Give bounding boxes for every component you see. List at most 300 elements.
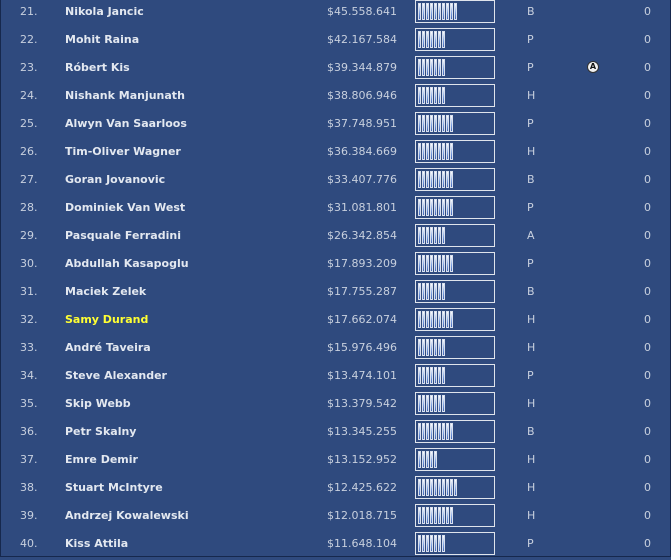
skill-meter (415, 224, 495, 247)
amount-cell: $13.379.542 (327, 397, 397, 410)
meter-segment (422, 395, 425, 412)
meter-segment (418, 423, 421, 440)
meter-segment (450, 423, 453, 440)
skill-meter (415, 168, 495, 191)
table-row[interactable] (1, 252, 670, 280)
skill-meter (415, 476, 495, 499)
skill-meter-fill (418, 395, 445, 412)
meter-segment (450, 311, 453, 328)
meter-segment (434, 227, 437, 244)
meter-segment (430, 535, 433, 552)
meter-segment (426, 367, 429, 384)
meter-segment (442, 507, 445, 524)
value-cell: 0 (644, 89, 651, 102)
rank-cell: 39. (20, 509, 38, 522)
table-row[interactable] (1, 308, 670, 336)
meter-segment (450, 507, 453, 524)
meter-segment (442, 283, 445, 300)
meter-segment (422, 227, 425, 244)
meter-segment (430, 31, 433, 48)
meter-segment (434, 507, 437, 524)
meter-segment (418, 59, 421, 76)
table-row[interactable] (1, 364, 670, 392)
position-cell: H (527, 313, 536, 326)
skill-meter (415, 420, 495, 443)
value-cell: 0 (644, 173, 651, 186)
amount-cell: $17.755.287 (327, 285, 397, 298)
meter-segment (438, 367, 441, 384)
meter-segment (450, 115, 453, 132)
meter-segment (442, 255, 445, 272)
meter-segment (430, 87, 433, 104)
table-row[interactable] (1, 0, 670, 28)
meter-segment (426, 451, 429, 468)
meter-segment (442, 367, 445, 384)
skill-meter (415, 280, 495, 303)
meter-segment (446, 3, 449, 20)
meter-segment (454, 3, 457, 20)
meter-segment (438, 31, 441, 48)
amount-cell: $17.893.209 (327, 257, 397, 270)
value-cell: 0 (644, 285, 651, 298)
skill-meter (415, 532, 495, 555)
meter-segment (434, 535, 437, 552)
amount-cell: $33.407.776 (327, 173, 397, 186)
skill-meter-fill (418, 199, 453, 216)
meter-segment (442, 227, 445, 244)
meter-segment (418, 535, 421, 552)
rank-cell: 22. (20, 33, 38, 46)
meter-segment (446, 199, 449, 216)
position-cell: B (527, 285, 535, 298)
meter-segment (426, 507, 429, 524)
skill-meter-fill (418, 451, 437, 468)
skill-meter-fill (418, 3, 457, 20)
rank-cell: 30. (20, 257, 38, 270)
meter-segment (450, 171, 453, 188)
table-row[interactable] (1, 532, 670, 560)
position-cell: B (527, 173, 535, 186)
player-name-link[interactable]: Nishank Manjunath (65, 89, 185, 102)
player-name-link[interactable]: André Taveira (65, 341, 151, 354)
position-cell: P (527, 33, 534, 46)
meter-segment (438, 3, 441, 20)
value-cell: 0 (644, 33, 651, 46)
table-row[interactable] (1, 112, 670, 140)
meter-segment (446, 171, 449, 188)
player-name-link[interactable]: Steve Alexander (65, 369, 167, 382)
rank-cell: 38. (20, 481, 38, 494)
meter-segment (446, 479, 449, 496)
meter-segment (422, 339, 425, 356)
value-cell: 0 (644, 537, 651, 550)
position-cell: H (527, 89, 536, 102)
meter-segment (434, 283, 437, 300)
meter-segment (422, 367, 425, 384)
meter-segment (422, 311, 425, 328)
skill-meter-fill (418, 227, 445, 244)
table-row[interactable] (1, 84, 670, 112)
value-cell: 0 (644, 313, 651, 326)
meter-segment (426, 87, 429, 104)
meter-segment (430, 479, 433, 496)
position-cell: P (527, 201, 534, 214)
meter-segment (442, 479, 445, 496)
table-row[interactable] (1, 448, 670, 476)
position-cell: H (527, 397, 536, 410)
meter-segment (418, 395, 421, 412)
meter-segment (442, 143, 445, 160)
meter-segment (454, 479, 457, 496)
meter-segment (438, 227, 441, 244)
meter-segment (430, 423, 433, 440)
rank-cell: 31. (20, 285, 38, 298)
meter-segment (442, 59, 445, 76)
meter-segment (434, 311, 437, 328)
rank-cell: 40. (20, 537, 38, 550)
meter-segment (450, 143, 453, 160)
meter-segment (426, 311, 429, 328)
player-name-link[interactable]: Samy Durand (65, 313, 149, 326)
meter-segment (426, 479, 429, 496)
meter-segment (426, 171, 429, 188)
skill-meter-fill (418, 283, 445, 300)
value-cell: 0 (644, 369, 651, 382)
meter-segment (422, 199, 425, 216)
rank-cell: 24. (20, 89, 38, 102)
skill-meter (415, 308, 495, 331)
meter-segment (438, 171, 441, 188)
meter-segment (422, 535, 425, 552)
player-name-link[interactable]: Maciek Zelek (65, 285, 147, 298)
amount-cell: $26.342.854 (327, 229, 397, 242)
player-name-link[interactable]: Dominiek Van West (65, 201, 186, 214)
meter-segment (438, 507, 441, 524)
amount-cell: $13.345.255 (327, 425, 397, 438)
skill-meter (415, 392, 495, 415)
skill-meter (415, 336, 495, 359)
meter-segment (434, 3, 437, 20)
meter-segment (430, 59, 433, 76)
value-cell: 0 (644, 61, 651, 74)
meter-segment (438, 311, 441, 328)
meter-segment (442, 115, 445, 132)
meter-segment (446, 115, 449, 132)
value-cell: 0 (644, 397, 651, 410)
meter-segment (446, 507, 449, 524)
amount-cell: $13.152.952 (327, 453, 397, 466)
skill-meter-fill (418, 423, 453, 440)
position-cell: P (527, 117, 534, 130)
meter-segment (422, 171, 425, 188)
meter-segment (450, 3, 453, 20)
table-row[interactable] (1, 196, 670, 224)
value-cell: 0 (644, 425, 651, 438)
player-name-link[interactable]: Emre Demir (65, 453, 138, 466)
meter-segment (422, 479, 425, 496)
meter-segment (418, 31, 421, 48)
player-name-link[interactable]: Stuart McIntyre (65, 481, 163, 494)
meter-segment (418, 283, 421, 300)
value-cell: 0 (644, 145, 651, 158)
meter-segment (434, 451, 437, 468)
meter-segment (418, 339, 421, 356)
meter-segment (418, 479, 421, 496)
meter-segment (434, 339, 437, 356)
meter-segment (430, 451, 433, 468)
player-name-link[interactable]: Goran Jovanovic (65, 173, 166, 186)
meter-segment (434, 199, 437, 216)
position-cell: P (527, 369, 534, 382)
amount-cell: $12.018.715 (327, 509, 397, 522)
meter-segment (426, 31, 429, 48)
player-name-link[interactable]: Róbert Kis (65, 61, 130, 74)
meter-segment (422, 31, 425, 48)
rank-cell: 33. (20, 341, 38, 354)
value-cell: 0 (644, 509, 651, 522)
amount-cell: $15.976.496 (327, 341, 397, 354)
meter-segment (434, 255, 437, 272)
player-name-link[interactable]: Alwyn Van Saarloos (65, 117, 187, 130)
skill-meter (415, 252, 495, 275)
meter-segment (418, 255, 421, 272)
table-row[interactable] (1, 224, 670, 252)
value-cell: 0 (644, 5, 651, 18)
meter-segment (430, 3, 433, 20)
skill-meter-fill (418, 115, 453, 132)
meter-segment (426, 199, 429, 216)
meter-segment (438, 255, 441, 272)
meter-segment (422, 143, 425, 160)
player-name-link[interactable]: Nikola Jancic (65, 5, 144, 18)
meter-segment (434, 171, 437, 188)
amount-cell: $38.806.946 (327, 89, 397, 102)
meter-segment (418, 507, 421, 524)
meter-segment (430, 171, 433, 188)
meter-segment (430, 395, 433, 412)
meter-segment (446, 143, 449, 160)
meter-segment (442, 31, 445, 48)
meter-segment (434, 87, 437, 104)
player-name-link[interactable]: Andrzej Kowalewski (65, 509, 189, 522)
meter-segment (434, 367, 437, 384)
skill-meter-fill (418, 311, 453, 328)
player-name-link[interactable]: Tim-Oliver Wagner (65, 145, 181, 158)
rank-cell: 23. (20, 61, 38, 74)
position-cell: B (527, 5, 535, 18)
rank-cell: 27. (20, 173, 38, 186)
meter-segment (426, 143, 429, 160)
value-cell: 0 (644, 257, 651, 270)
meter-segment (430, 367, 433, 384)
meter-segment (422, 423, 425, 440)
meter-segment (430, 339, 433, 356)
position-cell: H (527, 481, 536, 494)
skill-meter-fill (418, 31, 445, 48)
player-name-link[interactable]: Kiss Attila (65, 537, 129, 550)
amount-cell: $17.662.074 (327, 313, 397, 326)
skill-meter-fill (418, 535, 445, 552)
amount-cell: $39.344.879 (327, 61, 397, 74)
meter-segment (426, 59, 429, 76)
amount-cell: $42.167.584 (327, 33, 397, 46)
amount-cell: $36.384.669 (327, 145, 397, 158)
value-cell: 0 (644, 229, 651, 242)
status-badge-icon: A (587, 61, 599, 73)
meter-segment (426, 3, 429, 20)
meter-segment (442, 311, 445, 328)
meter-segment (430, 227, 433, 244)
meter-segment (426, 115, 429, 132)
table-row[interactable] (1, 280, 670, 308)
meter-segment (438, 423, 441, 440)
rank-cell: 29. (20, 229, 38, 242)
meter-segment (422, 451, 425, 468)
skill-meter (415, 504, 495, 527)
meter-segment (418, 367, 421, 384)
meter-segment (442, 199, 445, 216)
meter-segment (430, 311, 433, 328)
meter-segment (450, 479, 453, 496)
player-name-link[interactable]: Pasquale Ferradini (65, 229, 181, 242)
amount-cell: $13.474.101 (327, 369, 397, 382)
meter-segment (446, 311, 449, 328)
amount-cell: $37.748.951 (327, 117, 397, 130)
player-name-link[interactable]: Skip Webb (65, 397, 131, 410)
position-cell: P (527, 537, 534, 550)
player-name-link[interactable]: Mohit Raina (65, 33, 140, 46)
value-cell: 0 (644, 453, 651, 466)
meter-segment (442, 423, 445, 440)
table-row[interactable] (1, 168, 670, 196)
table-row[interactable] (1, 504, 670, 532)
skill-meter-fill (418, 171, 453, 188)
position-cell: H (527, 453, 536, 466)
meter-segment (434, 423, 437, 440)
meter-segment (450, 199, 453, 216)
meter-segment (442, 171, 445, 188)
rank-cell: 28. (20, 201, 38, 214)
skill-meter-fill (418, 367, 445, 384)
amount-cell: $31.081.801 (327, 201, 397, 214)
rank-cell: 34. (20, 369, 38, 382)
meter-segment (442, 87, 445, 104)
rank-cell: 21. (20, 5, 38, 18)
amount-cell: $11.648.104 (327, 537, 397, 550)
meter-segment (426, 283, 429, 300)
table-row[interactable] (1, 28, 670, 56)
position-cell: H (527, 509, 536, 522)
meter-segment (426, 227, 429, 244)
skill-meter (415, 56, 495, 79)
meter-segment (438, 535, 441, 552)
meter-segment (426, 423, 429, 440)
meter-segment (430, 199, 433, 216)
table-row[interactable] (1, 336, 670, 364)
meter-segment (418, 451, 421, 468)
table-row[interactable] (1, 140, 670, 168)
skill-meter-fill (418, 255, 453, 272)
meter-segment (442, 535, 445, 552)
meter-segment (422, 283, 425, 300)
meter-segment (422, 3, 425, 20)
position-cell: B (527, 425, 535, 438)
skill-meter-fill (418, 479, 457, 496)
skill-meter (415, 28, 495, 51)
value-cell: 0 (644, 201, 651, 214)
meter-segment (422, 87, 425, 104)
value-cell: 0 (644, 341, 651, 354)
meter-segment (418, 3, 421, 20)
position-cell: H (527, 341, 536, 354)
player-name-link[interactable]: Abdullah Kasapoglu (65, 257, 189, 270)
meter-segment (426, 535, 429, 552)
player-name-link[interactable]: Petr Skalny (65, 425, 137, 438)
rank-cell: 32. (20, 313, 38, 326)
skill-meter-fill (418, 143, 453, 160)
rank-cell: 25. (20, 117, 38, 130)
meter-segment (442, 395, 445, 412)
meter-segment (430, 115, 433, 132)
meter-segment (418, 87, 421, 104)
meter-segment (438, 87, 441, 104)
meter-segment (434, 31, 437, 48)
rank-cell: 26. (20, 145, 38, 158)
value-cell: 0 (644, 117, 651, 130)
position-cell: P (527, 257, 534, 270)
meter-segment (434, 115, 437, 132)
meter-segment (434, 59, 437, 76)
skill-meter-fill (418, 339, 445, 356)
meter-segment (438, 199, 441, 216)
rank-cell: 37. (20, 453, 38, 466)
meter-segment (446, 423, 449, 440)
table-row[interactable] (1, 476, 670, 504)
skill-meter (415, 112, 495, 135)
table-row[interactable] (1, 392, 670, 420)
meter-segment (422, 115, 425, 132)
position-cell: A (527, 229, 535, 242)
value-cell: 0 (644, 481, 651, 494)
skill-meter (415, 84, 495, 107)
meter-segment (430, 283, 433, 300)
meter-segment (438, 283, 441, 300)
meter-segment (418, 227, 421, 244)
position-cell: P (527, 61, 534, 74)
meter-segment (438, 143, 441, 160)
table-row[interactable] (1, 56, 670, 84)
skill-meter-fill (418, 59, 445, 76)
table-row[interactable] (1, 420, 670, 448)
meter-segment (430, 143, 433, 160)
skill-meter (415, 0, 495, 23)
meter-segment (422, 507, 425, 524)
meter-segment (422, 59, 425, 76)
meter-segment (438, 339, 441, 356)
meter-segment (430, 507, 433, 524)
meter-segment (442, 339, 445, 356)
meter-segment (418, 199, 421, 216)
meter-segment (446, 255, 449, 272)
skill-meter (415, 140, 495, 163)
skill-meter (415, 448, 495, 471)
meter-segment (450, 255, 453, 272)
meter-segment (434, 395, 437, 412)
meter-segment (434, 143, 437, 160)
meter-segment (438, 115, 441, 132)
meter-segment (438, 395, 441, 412)
meter-segment (426, 339, 429, 356)
